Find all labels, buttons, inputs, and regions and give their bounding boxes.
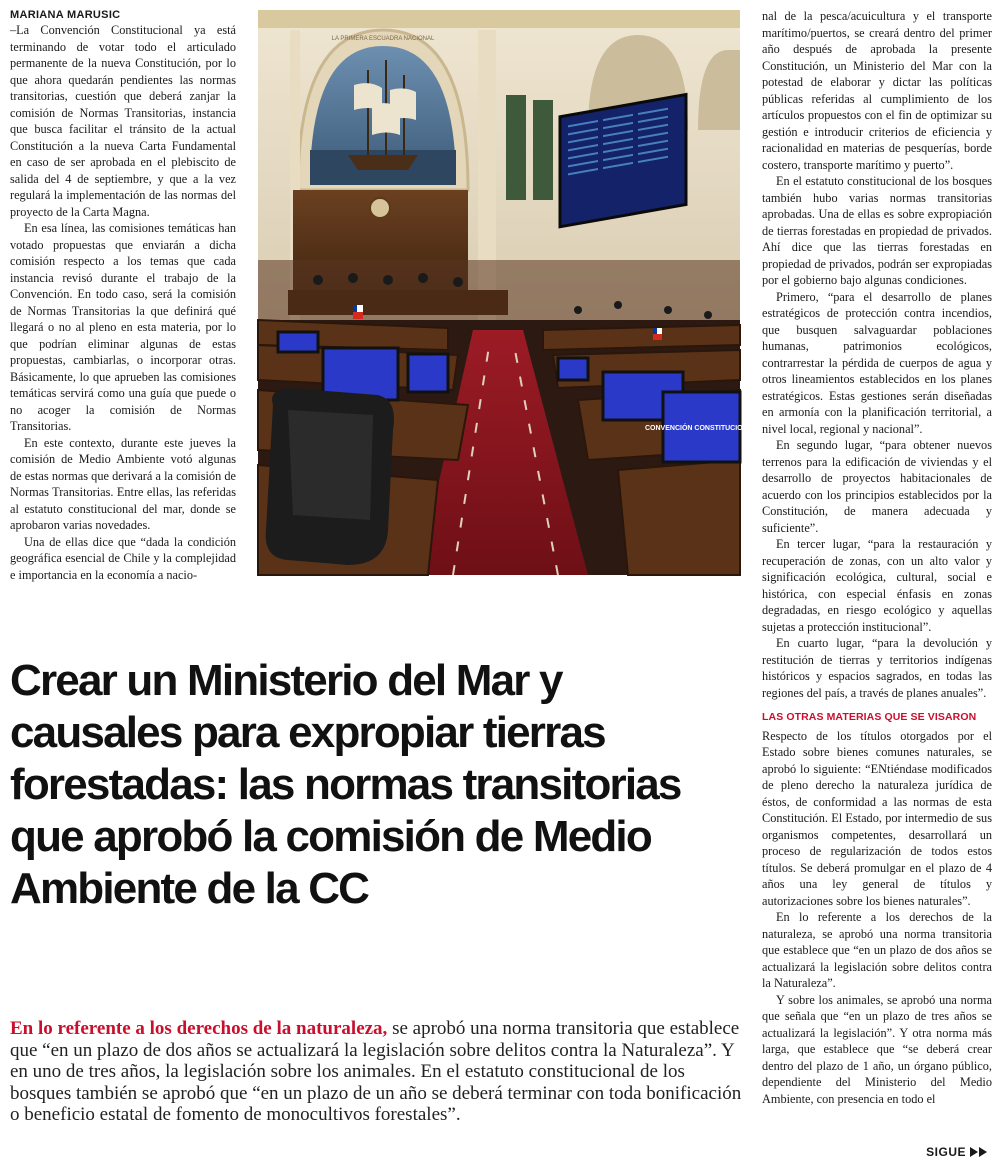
paragraph: nal de la pesca/acuicultura y el transporte marítimo/puertos, se creará dentro del primer año después de aprobada la presente Constitución, un Ministerio del Mar con la potestad de elaborar y dictar las políticas públicas referidas al cumplimiento de los artículos propuestos con el fin de optimizar su gestión e introducir criterios de eficiencia y racionalidad en materias de pesquerías, borde costero, transporte marítimo y puerto”. — [762, 9, 992, 172]
paragraph: Una de ellas dice que “dada la condición geográfica esencial de Chile y la complejidad e importancia en la economía a nacio- — [10, 534, 236, 582]
paragraph: –La Convención Constitucional ya está terminando de votar todo el articulado permanente de la nueva Constitución, por lo que ahora quedarán pendientes las normas transitorias, cuestión que deberá zanjar la comisión de Normas Transitorias, instancia que busca facilitar el tránsito de la actual Constitución a la nueva Carta Fundamental en caso de ser aprobada en el plebiscito de salida del 4 de septiembre, y que a la vez regulará la implementación de las normas del proyecto de la Carta Magna. — [10, 23, 236, 219]
monitor-label: CONVENCIÓN CONSTITUCIONAL — [645, 425, 757, 432]
paragraph: En esa línea, las comisiones temáticas han votado propuestas que enviarán a dicha comisión respecto a los temas que cada instancia revisó durante el trabajo de la Convención. En todo caso, será la comisión de Normas Transitorias la que definirá qué llegará o no al pleno en esta materia, por lo que podrían eliminar algunas de estas propuestas, cambiarlas, o incorporar otras. Básicamente, lo que aprueben las comisiones temáticas servirá como una guía que puede o no acoger la comisión de Normas Transitorias. — [10, 221, 236, 433]
continue-marker[interactable] — [926, 1145, 988, 1159]
painting-plaque: LA PRIMERA ESCUADRA NACIONAL — [331, 36, 435, 42]
left-column — [10, 8, 236, 580]
paragraph: Y sobre los animales, se aprobó una norma que señala que “en un plazo de tres años se actualizará la legislación”. Y otra norma más larga, que establece que “se deberá crear dentro del plazo de 1 año, un órgano público, dependiente del Ministerio del Medio Ambiente, con presencia en todo el — [762, 992, 992, 1106]
paragraph: En tercer lugar, “para la restauración y recuperación de zonas, con un alto valor y significación ecológica, cultural, social e histórica, con especial énfasis en zonas degradadas, en riesgo ecológico y aquellas sujetas a protección institucional”. — [762, 537, 992, 634]
paragraph: En el estatuto constitucional de los bosques también hubo varias normas transitorias aprobadas. Una de ellas es sobre expropiación de tierras forestadas en propiedad de privados. Ahí dice que las tierras forestadas en propiedad de privados, podrán ser expropiadas por el gobierno bajo algunas condiciones. — [762, 174, 992, 287]
lede-lead: En lo referente a los derechos de la naturaleza, — [10, 1018, 388, 1039]
paragraph: En lo referente a los derechos de la naturaleza, se aprobó una norma transitoria que establece que “en un plazo de dos años se actualizará la legislación sobre delitos contra la Naturaleza”. — [762, 910, 992, 990]
paragraph: En segundo lugar, “para obtener nuevos terrenos para la edificación de viviendas y el desarrollo de proyectos habitacionales de acuerdo con los principios establecidos por la Constitución, de manera adecuada y suficiente”. — [762, 438, 992, 535]
paragraph: Primero, “para el desarrollo de planes estratégicos de protección contra incendios, que busquen salvaguardar poblaciones humanas, patrimonios ecológicos, contrarrestar la pérdida de cuerpos de agua y otros lineamientos establecidos en los planes estratégicos. Estas gestiones serán diseñadas en armonía con la planificación territorial, a nivel local, regional y nacional”. — [762, 289, 992, 436]
paragraph: En cuarto lugar, “para la devolución y restitución de tierras y territorios indígenas históricos y espacios sagrados, en todas las regiones del país, a través de planes anuales”. — [762, 636, 992, 700]
headline: Crear un Ministerio del Mar y causales para expropiar tierras forestadas: las normas transitorias que aprobó la comisión de Medio Ambiente de la CC — [10, 656, 681, 913]
paragraph: En este contexto, durante este jueves la comisión de Medio Ambiente votó algunas de estas normas que derivará a la comisión de Normas Transitorias. Entre ellas, las referidas al estatuto constitucional del mar, donde se aprobaron varias novedades. — [10, 435, 236, 532]
section-subhead: LAS OTRAS MATERIAS QUE SE VISARON — [762, 711, 977, 723]
double-arrow-right-icon — [970, 1147, 988, 1157]
paragraph: Respecto de los títulos otorgados por el Estado sobre bienes comunes naturales, se aprobó lo siguiente: “ENtiéndase modificados de pleno derecho la naturaleza jurídica de éstos, de conformidad a las normas de esta Constitución. El Estado, por intermedio de sus organismos competentes, desarrollará un proceso de regularización de todos estos títulos. Se deberá promulgar en el plazo de 4 años una ley general de títulos y autorizaciones sobre los bienes naturales”. — [762, 728, 992, 908]
continue-label: SIGUE — [926, 1145, 966, 1159]
lede-body: se aprobó una norma transitoria que establece que “en un plazo de dos años se actualizará la legislación sobre delitos contra la Naturaleza”. Y en uno de tres años, la legislación sobre los animales. En el estatuto constitucional de los bosques también se aprobó que “en un plazo de un año se deberá terminar con toda bonificación o beneficio estatal de fomento de monocultivos forestales”. — [10, 1018, 742, 1125]
convention-hall-photo — [258, 10, 757, 575]
article-photo — [258, 10, 757, 575]
byline: MARIANA MARUSIC — [10, 9, 121, 21]
lede — [10, 1018, 745, 1126]
right-column — [762, 8, 992, 1130]
